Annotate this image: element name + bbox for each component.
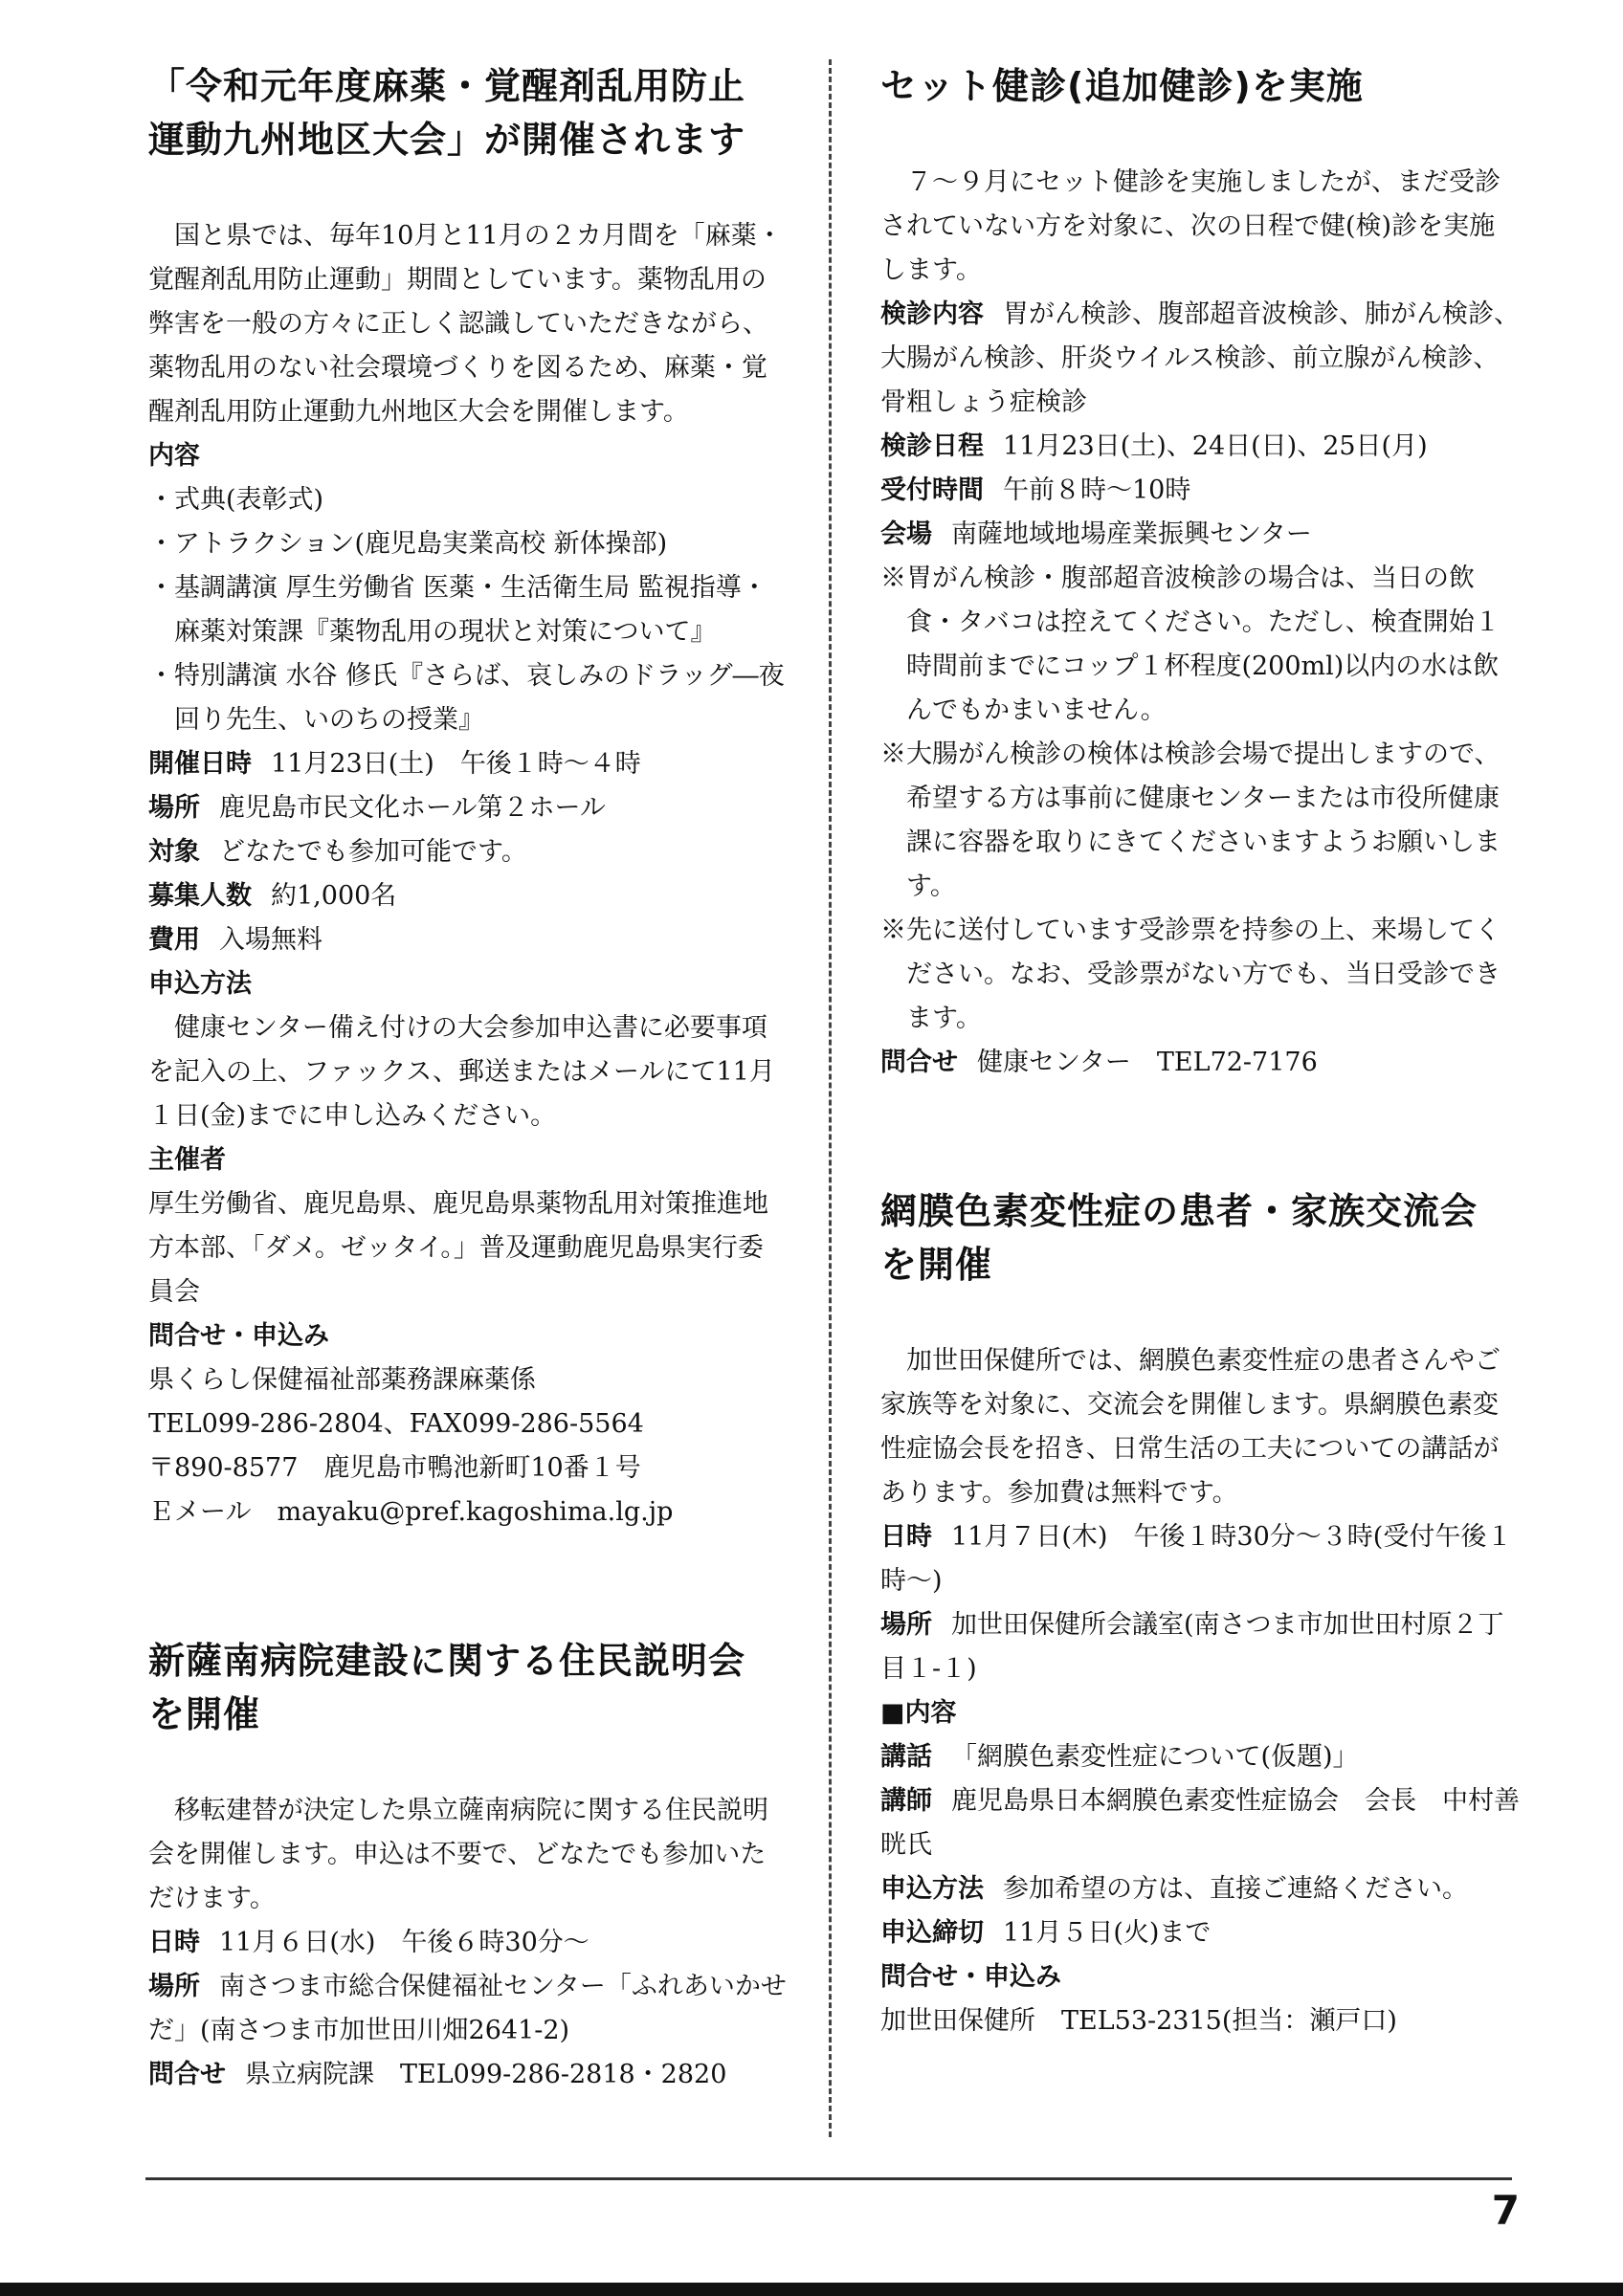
contact-label: 問合せ・申込み bbox=[148, 1321, 329, 1351]
organizer-text: 厚生労働省、鹿児島県、鹿児島県薬物乱用対策推進地方本部、「ダメ。ゼッタイ。」普及運動鹿児島県実行委員会 bbox=[148, 1189, 768, 1307]
checkup-date: 検診日程 11月23日(土)、24日(日)、25日(月) bbox=[880, 431, 1428, 461]
bottom-edge-bar bbox=[0, 2283, 1623, 2296]
talk-title: 講話 「網膜色素変性症について(仮題)」 bbox=[880, 1742, 1359, 1772]
article-intro: 加世田保健所では、網膜色素変性症の患者さんやご家族等を対象に、交流会を開催します。県網膜色素変性症協会長を招き、日常生活の工夫についての講話があります。参加費は無料です。 bbox=[880, 1346, 1501, 1508]
contact-label: 問合せ・申込み bbox=[880, 1962, 1061, 1992]
note: ※大腸がん検診の検体は検診会場で提出しますので、希望する方は事前に健康センターまたは市役所健康課に容器を取りにきてくださいますようお願いします。 bbox=[880, 740, 1501, 901]
list-item: ・アトラクション(鹿児島実業高校 新体操部) bbox=[148, 529, 668, 559]
event-place: 場所 鹿児島市民文化ホール第２ホール bbox=[148, 793, 606, 823]
contact-line: 〒890-8577 鹿児島市鴨池新町10番１号 bbox=[148, 1453, 641, 1483]
left-column bbox=[148, 59, 788, 2097]
article-intro: 国と県では、毎年10月と11月の２カ月間を「麻薬・覚醒剤乱用防止運動」期間としています。薬物乱用の弊害を一般の方々に正しく認識していただきながら、薬物乱用のない社会環境づくりを図るため、麻薬・覚醒剤乱用防止運動九州地区大会を開催します。 bbox=[148, 221, 783, 427]
article-title: セット健診(追加健診)を実施 bbox=[880, 65, 1364, 107]
article-title: 網膜色素変性症の患者・家族交流会 を開催 bbox=[880, 1190, 1478, 1286]
contact-line: TEL099-286-2804、FAX099-286-5564 bbox=[148, 1409, 644, 1439]
apply-method: 申込方法 参加希望の方は、直接ご連絡ください。 bbox=[880, 1874, 1468, 1904]
event-place: 場所 南さつま市総合保健福祉センター「ふれあいかせだ」(南さつま市加世田川畑2641-2) bbox=[148, 1972, 787, 2045]
event-fee: 費用 入場無料 bbox=[148, 925, 322, 955]
article-title: 「令和元年度麻薬・覚醒剤乱用防止 運動九州地区大会」が開催されます bbox=[148, 65, 746, 161]
article-retina-meeting bbox=[880, 1184, 1520, 2043]
event-date: 開催日時 11月23日(土) 午後１時～４時 bbox=[148, 749, 641, 779]
contact-line: 県くらし保健福祉部薬務課麻薬係 bbox=[148, 1365, 536, 1395]
list-item: ・基調講演 厚生労働省 医薬・生活衛生局 監視指導・麻薬対策課『薬物乱用の現状と対策について』 bbox=[148, 573, 767, 647]
checkup-venue: 会場 南薩地域地場産業振興センター bbox=[880, 519, 1312, 549]
lecturer: 講師 鹿児島県日本網膜色素変性症協会 会長 中村善晄氏 bbox=[880, 1786, 1520, 1860]
list-item: ・式典(表彰式) bbox=[148, 485, 324, 515]
article-intro: ７～９月にセット健診を実施しましたが、まだ受診されていない方を対象に、次の日程で健(検)診を実施します。 bbox=[880, 167, 1501, 285]
column-divider bbox=[829, 59, 832, 2137]
article-drug-prevention bbox=[148, 59, 788, 1534]
checkup-contact: 問合せ 健康センター TEL72-7176 bbox=[880, 1048, 1318, 1077]
checkup-reception: 受付時間 午前８時～10時 bbox=[880, 475, 1191, 505]
event-contact: 問合せ 県立病院課 TEL099-286-2818・2820 bbox=[148, 2060, 727, 2089]
event-place: 場所 加世田保健所会議室(南さつま市加世田村原２丁目１-１) bbox=[880, 1610, 1504, 1684]
event-capacity: 募集人数 約1,000名 bbox=[148, 881, 397, 911]
note: ※先に送付しています受診票を持参の上、来場してください。なお、受診票がない方でも、当日受診できます。 bbox=[880, 916, 1501, 1033]
article-title: 新薩南病院建設に関する住民説明会 を開催 bbox=[148, 1640, 746, 1735]
apply-text: 健康センター備え付けの大会参加申込書に必要事項を記入の上、ファックス、郵送またはメールにて11月１日(金)までに申し込みください。 bbox=[148, 1013, 775, 1131]
content-label: 内容 bbox=[148, 441, 200, 471]
list-item: ・特別講演 水谷 修氏『さらば、哀しみのドラッグ―夜回り先生、いのちの授業』 bbox=[148, 661, 785, 735]
content-label: ■内容 bbox=[880, 1698, 957, 1728]
right-column bbox=[880, 59, 1520, 2043]
article-intro: 移転建替が決定した県立薩南病院に関する住民説明会を開催します。申込は不要で、どなたでも参加いただけます。 bbox=[148, 1796, 768, 1913]
contact-line: 加世田保健所 TEL53-2315(担当：瀬戸口) bbox=[880, 2006, 1397, 2036]
event-date: 日時 11月６日(水) 午後６時30分～ bbox=[148, 1928, 589, 1957]
page-number: 7 bbox=[1491, 2187, 1520, 2234]
event-date: 日時 11月７日(木) 午後１時30分～３時(受付午後１時～) bbox=[880, 1522, 1513, 1596]
organizer-label: 主催者 bbox=[148, 1145, 226, 1175]
contact-line: Ｅメール mayaku@pref.kagoshima.lg.jp bbox=[148, 1497, 674, 1527]
checkup-content: 検診内容 胃がん検診、腹部超音波検診、肺がん検診、大腸がん検診、肝炎ウイルス検診、前立腺がん検診、骨粗しょう症検診 bbox=[880, 299, 1520, 417]
article-hospital-briefing bbox=[148, 1634, 788, 2097]
event-target: 対象 どなたでも参加可能です。 bbox=[148, 837, 527, 867]
footer-rule bbox=[145, 2177, 1512, 2180]
apply-deadline: 申込締切 11月５日(火)まで bbox=[880, 1918, 1212, 1948]
note: ※胃がん検診・腹部超音波検診の場合は、当日の飲食・タバコは控えてください。ただし、検査開始１時間前までにコップ１杯程度(200ml)以内の水は飲んでもかまいません。 bbox=[880, 563, 1501, 725]
article-set-checkup bbox=[880, 59, 1520, 1085]
apply-label: 申込方法 bbox=[148, 969, 252, 999]
